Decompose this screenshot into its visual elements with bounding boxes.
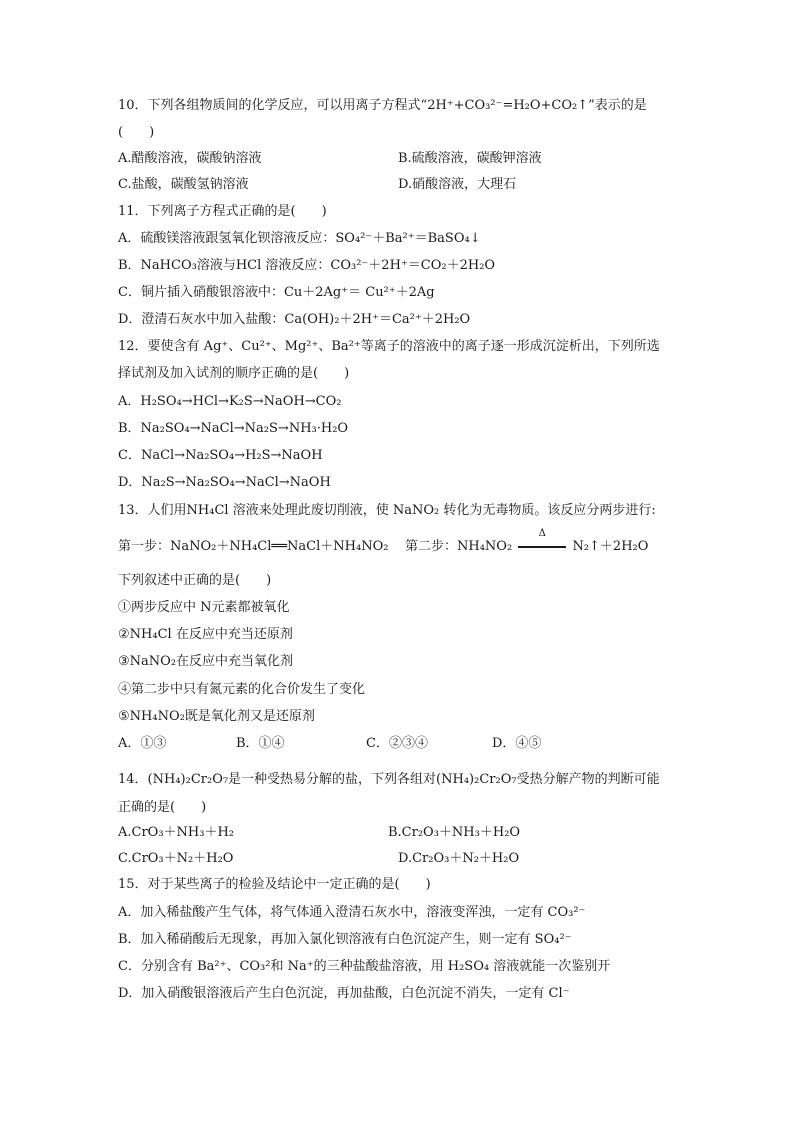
q11-stem: 11．下列离子方程式正确的是( ): [118, 204, 327, 219]
q13-option-b: B．①④: [236, 736, 285, 751]
q10-option-b: B.硫酸溶液，碳酸钾溶液: [398, 151, 542, 166]
q13-statement-5: ⑤NH₄NO₂既是氧化剂又是还原剂: [118, 709, 315, 724]
q13-option-c: C．②③④: [366, 736, 428, 751]
q15-option-c: C．分别含有 Ba²⁺、CO₃²和 Na⁺的三种盐酸盐溶液，用 H₂SO₄ 溶液就能一次鉴别开: [118, 959, 611, 974]
heat-arrow: [516, 528, 568, 556]
q11-option-a: A．硫酸镁溶液跟氢氧化钡溶液反应：SO₄²⁻＋Ba²⁺＝BaSO₄↓: [118, 231, 481, 246]
q12-option-c: C．NaCl→Na₂SO₄→H₂S→NaOH: [118, 448, 323, 463]
q14-option-a: A.CrO₃＋NH₃＋H₂: [118, 825, 235, 840]
q10-option-d: D.硝酸溶液，大理石: [398, 177, 517, 192]
q13-step1: 第一步：NaNO₂＋NH₄Cl══NaCl＋NH₄NO₂: [118, 539, 389, 554]
q13-question: 下列叙述中正确的是( ): [118, 573, 272, 588]
q15-stem: 15．对于某些离子的检验及结论中一定正确的是( ): [118, 877, 431, 892]
q12-option-a: A．H₂SO₄→HCl→K₂S→NaOH→CO₂: [118, 394, 342, 409]
q14-stem-line1: 14．(NH₄)₂Cr₂O₇是一种受热易分解的盐，下列各组对(NH₄)₂Cr₂O₇受热分解产物的判断可能: [118, 772, 660, 787]
q15-option-d: D．加入硝酸银溶液后产生白色沉淀，再加盐酸，白色沉淀不消失，一定有 Cl⁻: [118, 986, 570, 1001]
q14-option-b: B.Cr₂O₃＋NH₃＋H₂O: [388, 825, 521, 840]
q10-option-a: A.醋酸溶液，碳酸钠溶液: [118, 151, 262, 166]
q13-option-d: D．④⑤: [492, 736, 542, 751]
q15-option-b: B．加入稀硝酸后无现象，再加入氯化钡溶液有白色沉淀产生，则一定有 SO₄²⁻: [118, 932, 572, 947]
q10-option-c: C.盐酸，碳酸氢钠溶液: [118, 177, 249, 192]
q13-statement-3: ③NaNO₂在反应中充当氧化剂: [118, 654, 294, 669]
q13-option-a: A．①③: [118, 736, 167, 751]
q11-option-b: B．NaHCO₃溶液与HCl 溶液反应：CO₃²⁻＋2H⁺＝CO₂＋2H₂O: [118, 258, 496, 273]
q13-statement-1: ①两步反应中 N元素都被氧化: [118, 600, 290, 615]
q14-option-d: D.Cr₂O₃＋N₂＋H₂O: [398, 851, 520, 866]
q12-option-b: B．Na₂SO₄→NaCl→Na₂S→NH₃·H₂O: [118, 421, 349, 436]
q10-blank: ( ): [118, 125, 155, 140]
q15-option-a: A．加入稀盐酸产生气体，将气体通入澄清石灰水中，溶液变浑浊，一定有 CO₃²⁻: [118, 905, 586, 920]
q11-option-d: D．澄清石灰水中加入盐酸：Ca(OH)₂＋2H⁺＝Ca²⁺＋2H₂O: [118, 312, 471, 327]
q13-statement-4: ④第二步中只有氮元素的化合价发生了变化: [118, 682, 366, 697]
q12-stem-line1: 12．要使含有 Ag⁺、Cu²⁺、Mg²⁺、Ba²⁺等离子的溶液中的离子逐一形成沉淀析出，下列所选: [118, 339, 660, 354]
q12-option-d: D．Na₂S→Na₂SO₄→NaCl→NaOH: [118, 475, 331, 490]
q11-option-c: C．铜片插入硝酸银溶液中：Cu＋2Ag⁺＝ Cu²⁺＋2Ag: [118, 285, 435, 300]
q12-stem-line2: 择试剂及加入试剂的顺序正确的是( ): [118, 366, 350, 381]
q13-step2-products: N₂↑＋2H₂O: [572, 539, 649, 554]
q13-statement-2: ②NH₄Cl 在反应中充当还原剂: [118, 627, 293, 642]
q13-options: [118, 735, 541, 753]
q10-stem: 10．下列各组物质间的化学反应，可以用离子方程式“2H⁺+CO₃²⁻=H₂O+CO₂↑”表示的是: [118, 98, 647, 113]
delta-symbol: Δ: [538, 528, 546, 539]
q13-reaction-steps: [118, 528, 649, 556]
equals-bar: [518, 546, 566, 548]
q14-option-c: C.CrO₃＋N₂＋H₂O: [118, 851, 234, 866]
q14-stem-line2: 正确的是( ): [118, 800, 207, 815]
q13-step2-label: 第二步：NH₄NO₂: [404, 539, 513, 554]
q13-stem: 13．人们用NH₄Cl 溶液来处理此废切削液，使 NaNO₂ 转化为无毒物质。该反应分两步进行:: [118, 503, 656, 518]
